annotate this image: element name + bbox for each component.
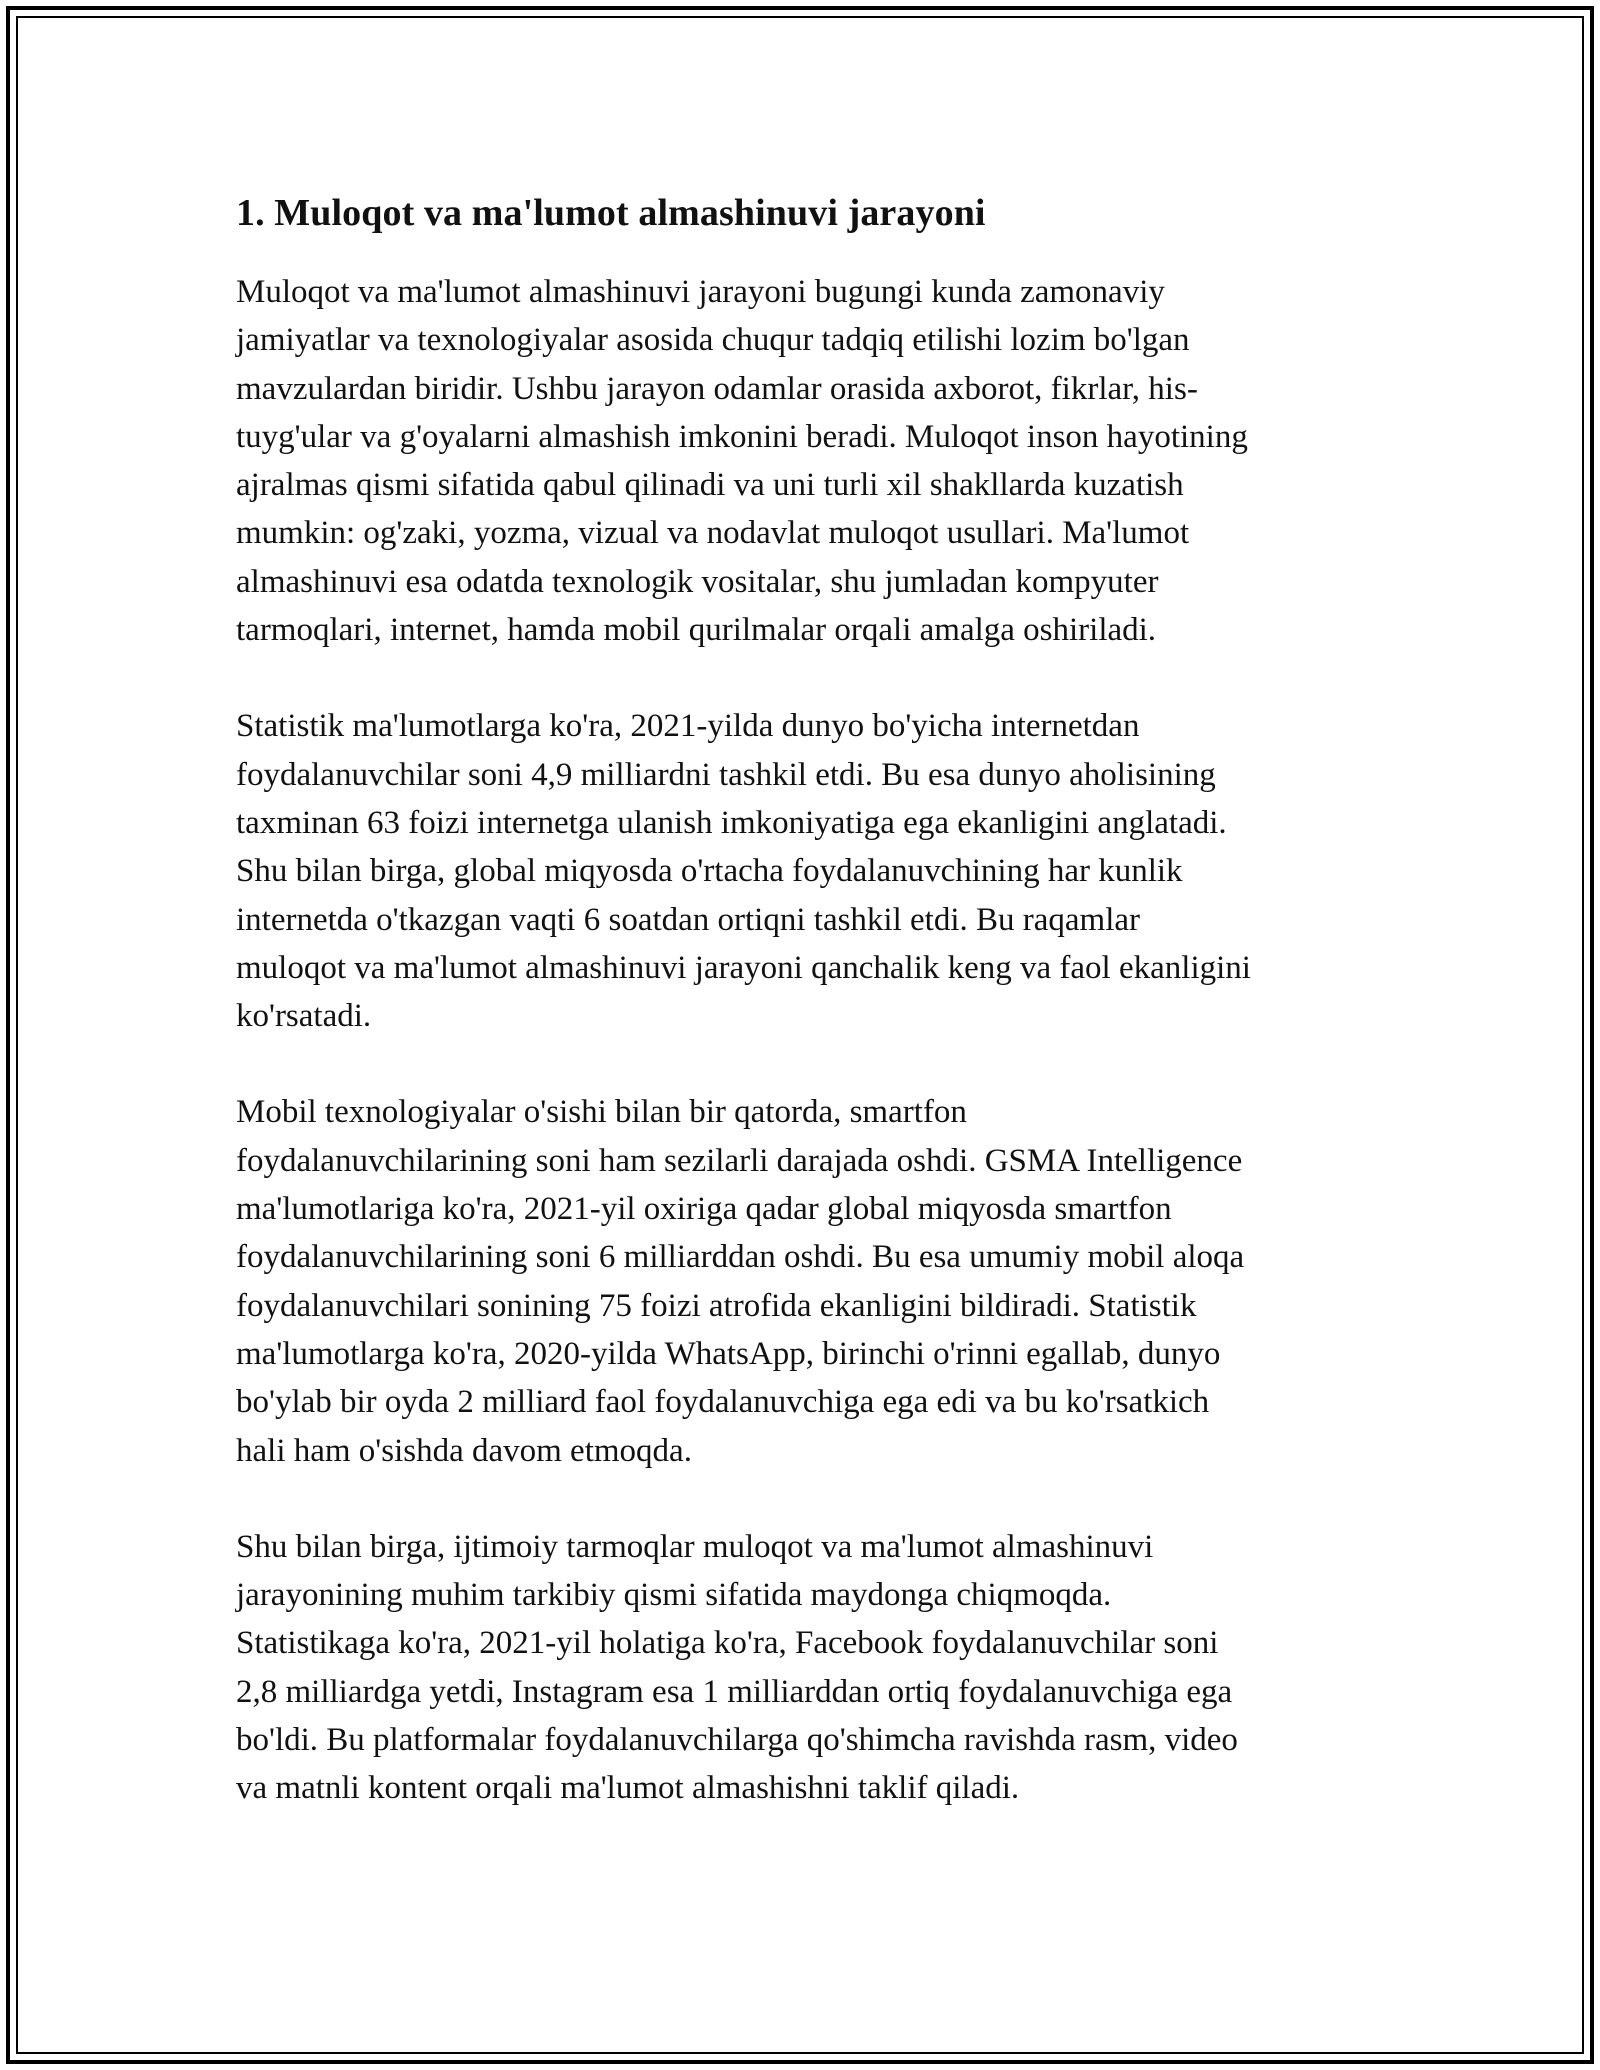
text-line: tarmoqlari, internet, hamda mobil qurilmalar orqali amalga oshiriladi. <box>236 612 1157 649</box>
text-line: taxminan 63 foizi internetga ulanish imkoniyatiga ega ekanligini anglatadi. <box>236 804 1227 841</box>
text-line: ma'lumotlarga ko'ra, 2020-yilda WhatsApp, birinchi o'rinni egallab, dunyo <box>236 1335 1221 1372</box>
text-line: ko'rsatadi. <box>236 998 372 1035</box>
text-line: Statistik ma'lumotlarga ko'ra, 2021-yilda dunyo bo'yicha internetdan <box>236 708 1140 745</box>
paragraph-3 <box>236 1088 1376 1474</box>
paragraph-4 <box>236 1523 1376 1813</box>
text-line: mumkin: og'zaki, yozma, vizual va nodavlat muloqot usullari. Ma'lumot <box>236 515 1190 552</box>
text-line: foydalanuvchilar soni 4,9 milliardni tashkil etdi. Bu esa dunyo aholisining <box>236 756 1216 793</box>
text-line: ajralmas qismi sifatida qabul qilinadi va uni turli xil shakllarda kuzatish <box>236 467 1184 504</box>
text-line: internetda o'tkazgan vaqti 6 soatdan ortiqni tashkil etdi. Bu raqamlar <box>236 901 1141 938</box>
text-line: bo'ldi. Bu platformalar foydalanuvchilarga qo'shimcha ravishda rasm, video <box>236 1722 1238 1759</box>
text-line: Muloqot va ma'lumot almashinuvi jarayoni bugungi kunda zamonaviy <box>236 274 1165 310</box>
document-body <box>236 180 1376 1861</box>
text-line: hali ham o'sishda davom etmoqda. <box>236 1432 692 1469</box>
text-line: bo'ylab bir oyda 2 milliard faol foydalanuvchiga ega edi va bu ko'rsatkich <box>236 1384 1210 1421</box>
text-line: jamiyatlar va texnologiyalar asosida chuqur tadqiq etilishi lozim bo'lgan <box>236 322 1190 359</box>
text-line: ma'lumotlariga ko'ra, 2021-yil oxiriga qadar global miqyosda smartfon <box>236 1191 1172 1228</box>
text-line: foydalanuvchilari sonining 75 foizi atrofida ekanligini bildiradi. Statistik <box>236 1287 1197 1324</box>
text-line: Statistikaga ko'ra, 2021-yil holatiga ko'ra, Facebook foydalanuvchilar soni <box>236 1625 1219 1662</box>
section-heading: 1. Muloqot va ma'lumot almashinuvi jarayoni <box>236 192 986 234</box>
text-line: foydalanuvchilarining soni 6 milliarddan oshdi. Bu esa umumiy mobil aloqa <box>236 1239 1245 1276</box>
text-line: 2,8 milliardga yetdi, Instagram esa 1 milliarddan ortiq foydalanuvchiga ega <box>236 1673 1233 1710</box>
text-line: almashinuvi esa odatda texnologik vositalar, shu jumladan kompyuter <box>236 563 1159 600</box>
text-line: tuyg'ular va g'oyalarni almashish imkonini beradi. Muloqot inson hayotining <box>236 418 1248 455</box>
paragraph-2 <box>236 702 1376 1040</box>
paragraph-1 <box>236 268 1376 654</box>
text-line: foydalanuvchilarining soni ham sezilarli darajada oshdi. GSMA Intelligence <box>236 1142 1243 1179</box>
text-line: jarayonining muhim tarkibiy qismi sifatida maydonga chiqmoqda. <box>236 1577 1112 1614</box>
text-line: Shu bilan birga, global miqyosda o'rtacha foydalanuvchining har kunlik <box>236 853 1183 890</box>
text-line: Mobil texnologiyalar o'sishi bilan bir qatorda, smartfon <box>236 1094 967 1131</box>
text-line: mavzulardan biridir. Ushbu jarayon odamlar orasida axborot, fikrlar, his- <box>236 370 1198 407</box>
text-line: muloqot va ma'lumot almashinuvi jarayoni qanchalik keng va faol ekanligini <box>236 949 1251 986</box>
text-line: va matnli kontent orqali ma'lumot almashishni taklif qiladi. <box>236 1770 1020 1807</box>
text-line: Shu bilan birga, ijtimoiy tarmoqlar muloqot va ma'lumot almashinuvi <box>236 1528 1154 1565</box>
